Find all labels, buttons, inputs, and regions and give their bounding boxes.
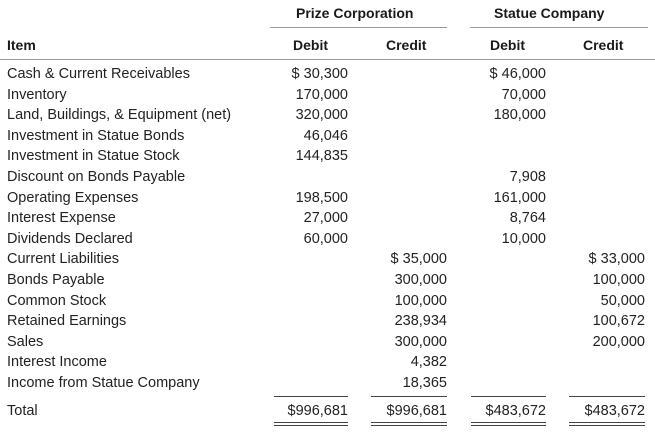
statue-debit-total-double-rule [471, 422, 546, 426]
statue-credit-cell: 100,000 [592, 272, 645, 288]
statue-credit-cell: $ 33,000 [588, 251, 645, 267]
row-item-label: Discount on Bonds Payable [7, 169, 186, 185]
row-item-label: Bonds Payable [7, 272, 105, 288]
prize-credit-total-double-rule [371, 422, 447, 426]
prize-credit-cell: 300,000 [394, 272, 447, 288]
total-label: Total [7, 403, 38, 419]
statue-credit-cell: 200,000 [592, 334, 645, 350]
prize-credit-cell: 100,000 [394, 293, 447, 309]
statue-credit-cell: 100,672 [592, 313, 645, 329]
prize-debit-total: $996,681 [287, 403, 348, 419]
statue-credit-cell: 50,000 [600, 293, 645, 309]
statue-header-rule [470, 27, 648, 28]
prize-debit-cell: 170,000 [295, 87, 348, 103]
statue-debit-sum-rule [471, 396, 546, 397]
row-item-label: Inventory [7, 87, 67, 103]
prize-debit-cell: 60,000 [303, 231, 348, 247]
statue-debit-cell: 10,000 [501, 231, 546, 247]
prize-debit-cell: 144,835 [295, 148, 348, 164]
prize-credit-cell: $ 35,000 [390, 251, 447, 267]
statue-company-header: Statue Company [494, 5, 605, 21]
statue-credit-total: $483,672 [584, 403, 645, 419]
prize-corporation-header: Prize Corporation [296, 5, 414, 21]
prize-credit-column-header: Credit [386, 37, 427, 53]
row-item-label: Retained Earnings [7, 313, 127, 329]
prize-credit-cell: 238,934 [394, 313, 447, 329]
row-item-label: Sales [7, 334, 44, 350]
statue-debit-cell: 180,000 [493, 107, 546, 123]
item-column-header: Item [7, 37, 36, 53]
prize-credit-cell: 4,382 [410, 354, 447, 370]
row-item-label: Dividends Declared [7, 231, 133, 247]
statue-debit-cell: 7,908 [509, 169, 546, 185]
prize-debit-total-double-rule [274, 422, 348, 426]
column-header-rule [0, 59, 655, 60]
prize-debit-sum-rule [274, 396, 348, 397]
prize-header-rule [270, 27, 447, 28]
row-item-label: Current Liabilities [7, 251, 120, 267]
statue-debit-cell: 8,764 [509, 210, 546, 226]
row-item-label: Investment in Statue Bonds [7, 128, 185, 144]
row-item-label: Cash & Current Receivables [7, 66, 190, 82]
row-item-label: Income from Statue Company [7, 375, 200, 391]
row-item-label: Operating Expenses [7, 190, 139, 206]
statue-credit-sum-rule [569, 396, 645, 397]
prize-credit-cell: 300,000 [394, 334, 447, 350]
prize-debit-cell: 46,046 [303, 128, 348, 144]
statue-debit-cell: 161,000 [493, 190, 546, 206]
statue-credit-column-header: Credit [583, 37, 624, 53]
row-item-label: Interest Expense [7, 210, 116, 226]
prize-debit-column-header: Debit [293, 37, 328, 53]
row-item-label: Investment in Statue Stock [7, 148, 180, 164]
statue-debit-total: $483,672 [485, 403, 546, 419]
prize-debit-cell: 320,000 [295, 107, 348, 123]
statue-debit-column-header: Debit [490, 37, 525, 53]
prize-debit-cell: 198,500 [295, 190, 348, 206]
row-item-label: Common Stock [7, 293, 107, 309]
row-item-label: Interest Income [7, 354, 107, 370]
statue-credit-total-double-rule [569, 422, 645, 426]
prize-credit-total: $996,681 [386, 403, 447, 419]
row-item-label: Land, Buildings, & Equipment (net) [7, 107, 232, 123]
prize-debit-cell: 27,000 [303, 210, 348, 226]
prize-credit-sum-rule [371, 396, 447, 397]
prize-credit-cell: 18,365 [402, 375, 447, 391]
statue-debit-cell: 70,000 [501, 87, 546, 103]
statue-debit-cell: $ 46,000 [489, 66, 546, 82]
prize-debit-cell: $ 30,300 [291, 66, 348, 82]
